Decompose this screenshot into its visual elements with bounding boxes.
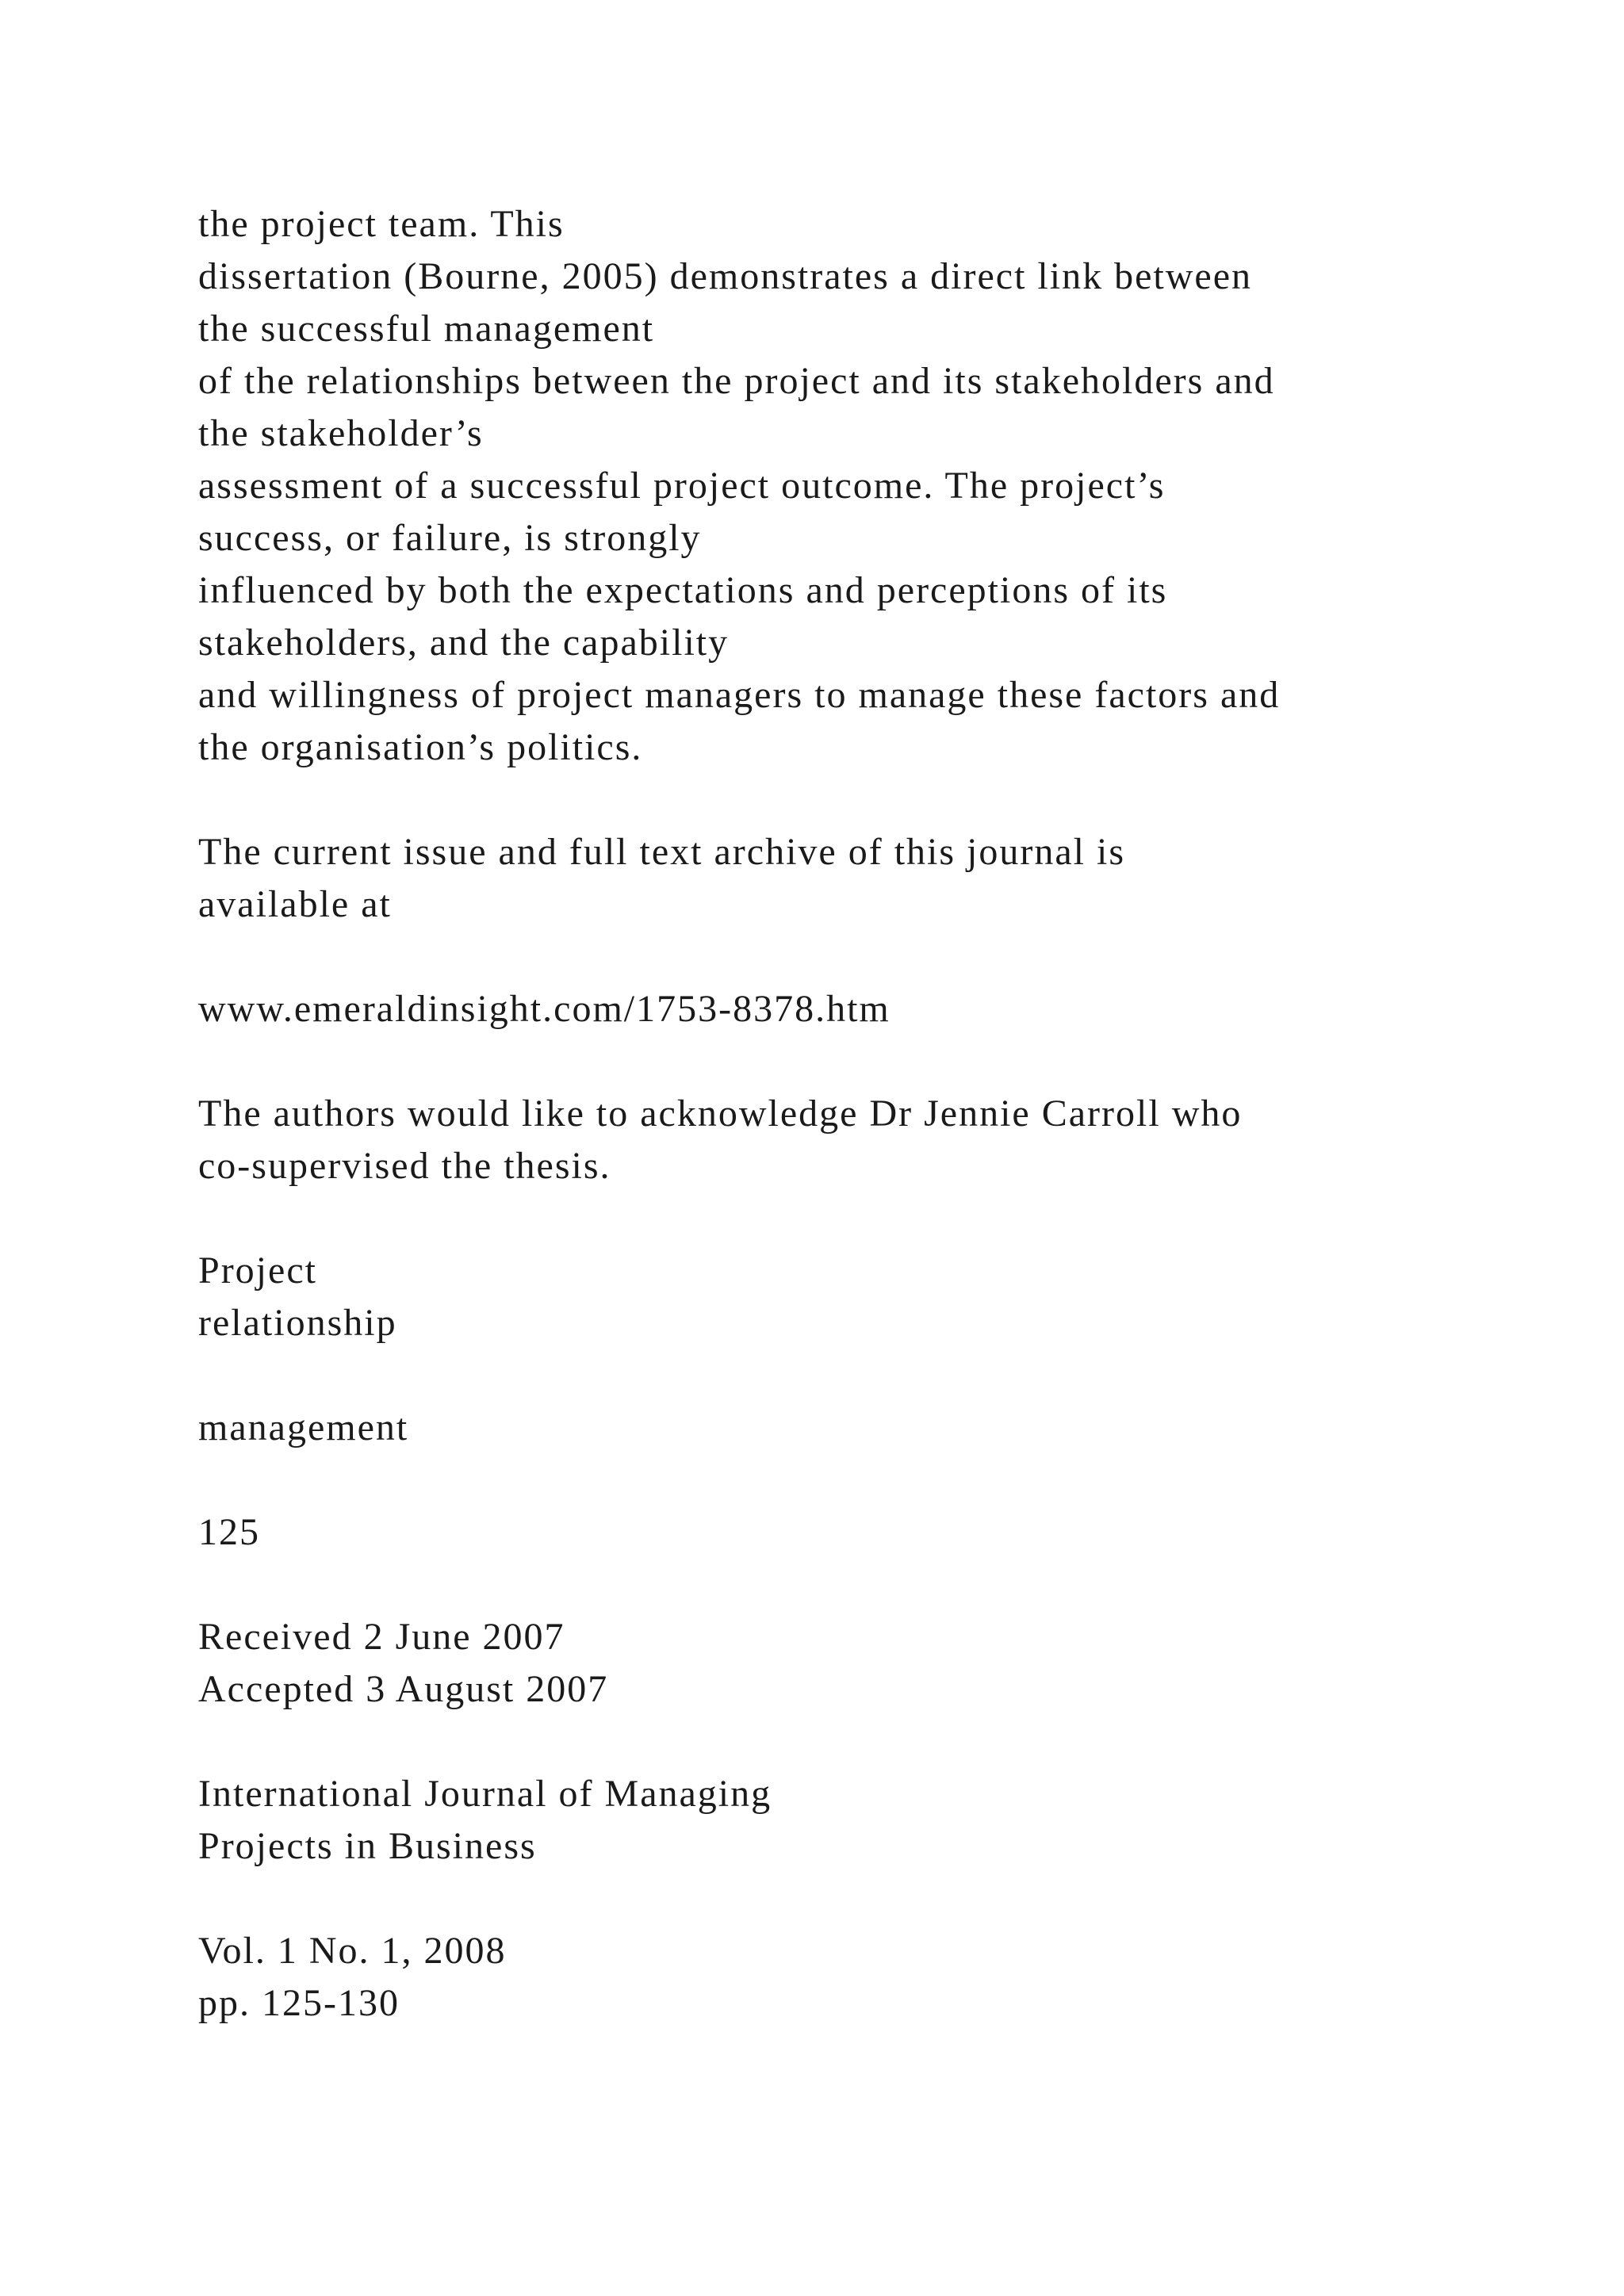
spacer	[198, 1192, 1562, 1245]
main-paragraph	[198, 198, 1562, 774]
spacer	[198, 931, 1562, 983]
spacer	[198, 1873, 1562, 1925]
text-line: co-supervised the thesis.	[198, 1145, 611, 1187]
text-line: the stakeholder’s	[198, 412, 484, 454]
text-line: The current issue and full text archive of this journal is	[198, 831, 1126, 873]
text-line: available at	[198, 883, 392, 925]
text-line: pp. 125-130	[198, 1982, 400, 2024]
acknowledgement	[198, 1088, 1562, 1192]
text-line: and willingness of project managers to manage these factors and	[198, 674, 1281, 716]
spacer	[198, 1454, 1562, 1506]
page-number: 125	[198, 1511, 260, 1553]
spacer	[198, 774, 1562, 826]
text-line: success, or failure, is strongly	[198, 517, 702, 559]
text-line: the project team. This	[198, 203, 565, 245]
text-line: Projects in Business	[198, 1825, 537, 1867]
text-line: The authors would like to acknowledge Dr Jennie Carroll who	[198, 1093, 1243, 1135]
text-line: Project	[198, 1249, 317, 1292]
text-line: Vol. 1 No. 1, 2008	[198, 1930, 507, 1972]
publication-dates	[198, 1611, 1562, 1716]
text-line: assessment of a successful project outcome. The project’s	[198, 465, 1166, 507]
text-line: of the relationships between the project and its stakeholders and	[198, 360, 1275, 402]
availability-note	[198, 826, 1562, 931]
text-line: relationship	[198, 1302, 397, 1344]
journal-name	[198, 1768, 1562, 1873]
text-line: Received 2 June 2007	[198, 1616, 565, 1658]
text-line: Accepted 3 August 2007	[198, 1668, 609, 1710]
text-line: International Journal of Managing	[198, 1773, 772, 1815]
journal-url: www.emeraldinsight.com/1753-8378.htm	[198, 988, 891, 1030]
volume-info	[198, 1925, 1562, 2030]
text-line: stakeholders, and the capability	[198, 622, 730, 664]
spacer	[198, 1349, 1562, 1402]
running-title	[198, 1245, 1562, 1454]
spacer	[198, 1559, 1562, 1611]
text-line: the successful management	[198, 308, 655, 350]
text-line: the organisation’s politics.	[198, 726, 643, 768]
text-line: dissertation (Bourne, 2005) demonstrates a direct link between	[198, 255, 1252, 297]
document-body	[198, 198, 1562, 2030]
spacer	[198, 1035, 1562, 1088]
text-line: influenced by both the expectations and perceptions of its	[198, 569, 1168, 611]
spacer	[198, 1716, 1562, 1768]
text-line: management	[198, 1406, 409, 1448]
